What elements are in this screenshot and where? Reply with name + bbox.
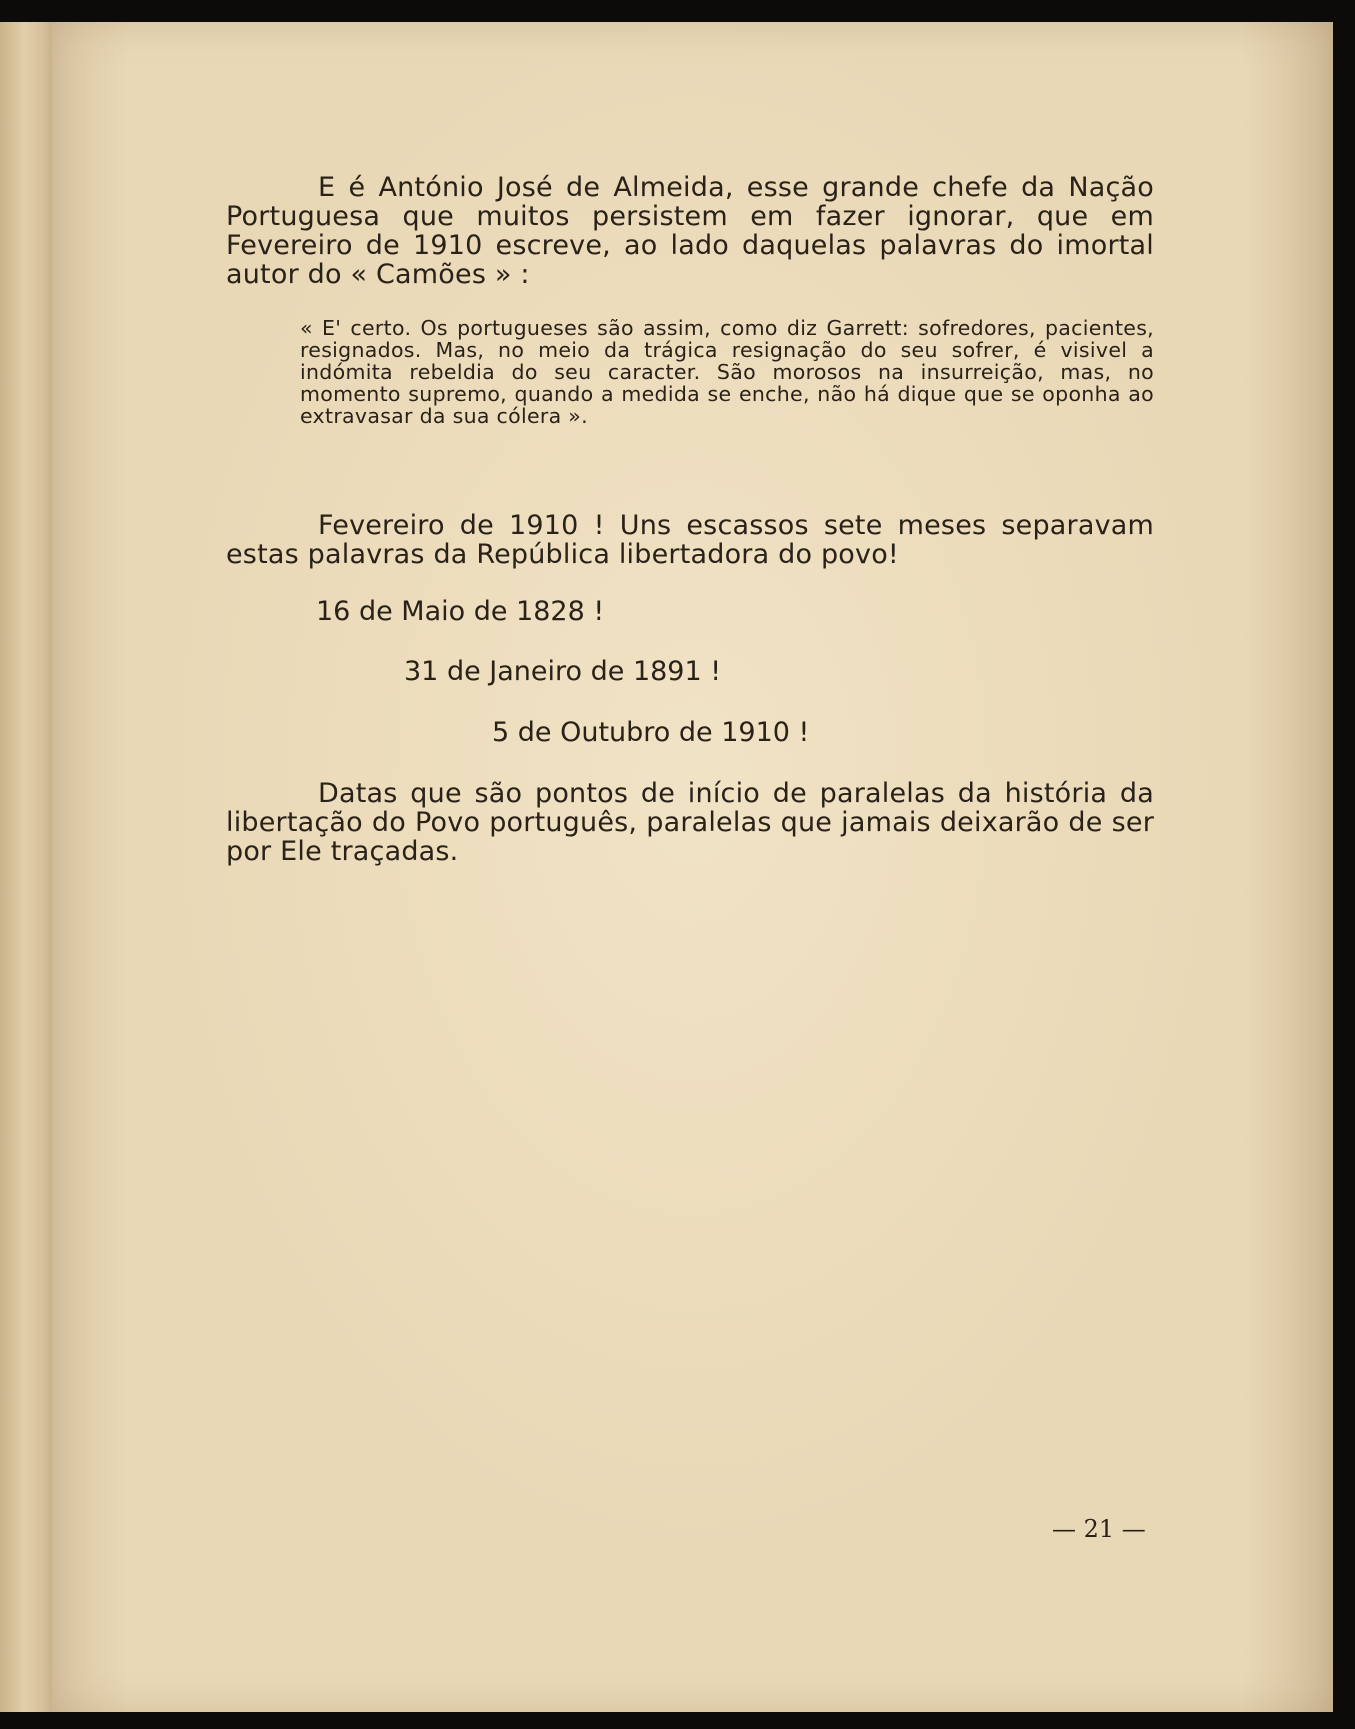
date-line-1891: 31 de Janeiro de 1891 ! (404, 656, 722, 687)
date-line-1910: 5 de Outubro de 1910 ! (492, 717, 810, 748)
closing-paragraph: Datas que são pontos de início de paralelas da história da libertação do Povo português, paralelas que jamais deixarão de ser por Ele traçadas. (226, 778, 1154, 867)
page-number: — 21 — (1052, 1515, 1146, 1543)
february-paragraph: Fevereiro de 1910 ! Uns escassos sete meses separavam estas palavras da República libertadora do povo! (226, 510, 1154, 570)
intro-paragraph: E é António José de Almeida, esse grande chefe da Nação Portuguesa que muitos persistem em fazer ignorar, que em Fevereiro de 1910 escreve, ao lado daquelas palavras do imortal autor do « Camões » : (226, 172, 1154, 290)
date-line-1828: 16 de Maio de 1828 ! (316, 596, 605, 627)
garrett-quote: « E' certo. Os portugueses são assim, como diz Garrett: sofredores, pacientes, resignados. Mas, no meio da trágica resignação do seu sofrer, é visivel a indómita rebeldia do seu caracter. São morosos na insurreição, mas, no momento supremo, quando a medida se enche, não há dique que se oponha ao extravasar da sua cólera ». (300, 316, 1154, 428)
